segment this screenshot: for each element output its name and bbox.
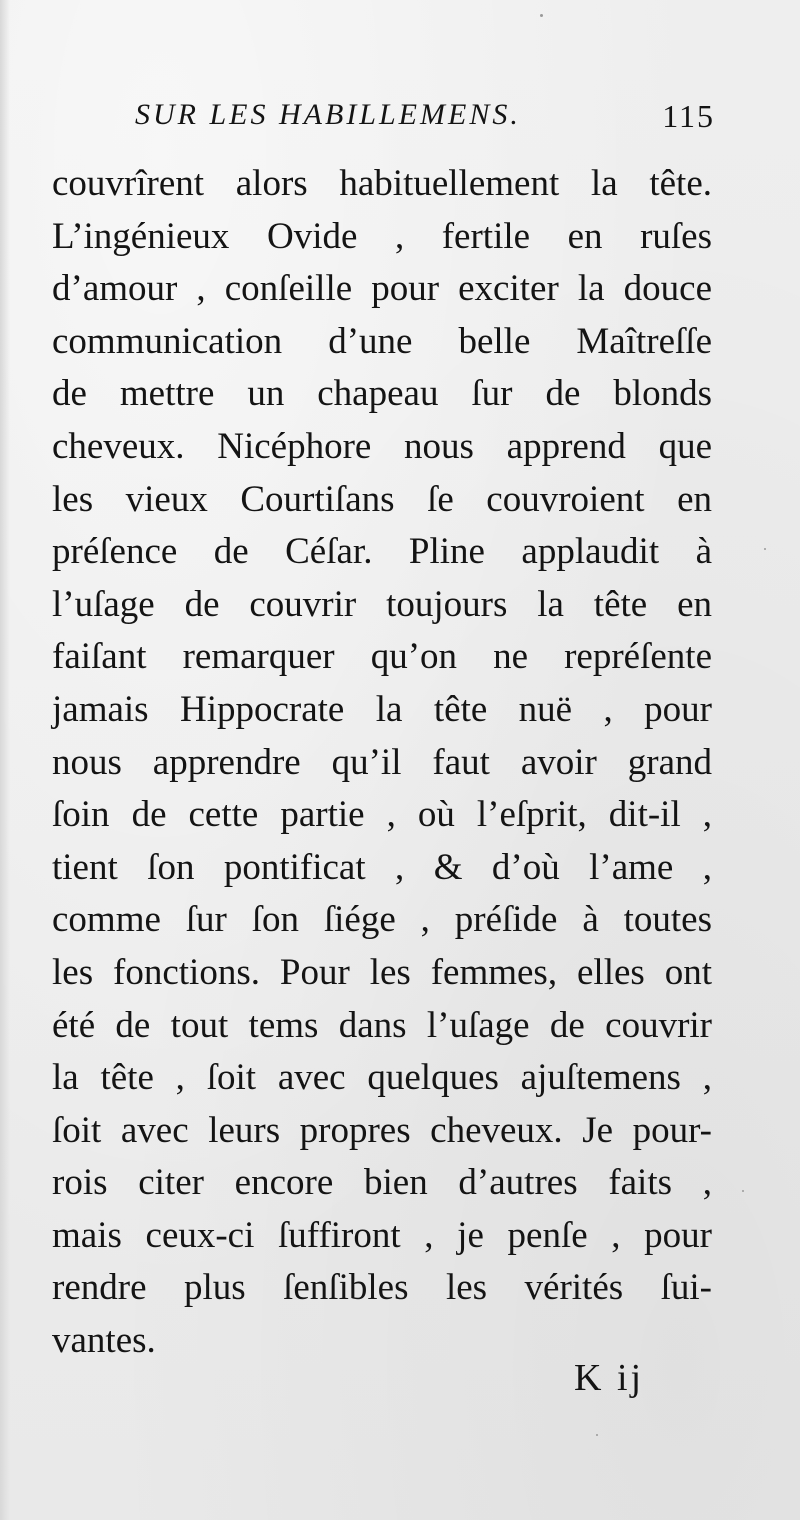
text-line: jamais Hippocrate la tête nuë , pour [52,688,712,730]
text-line: mais ceux-ci ſuffiront , je penſe , pour [52,1214,712,1256]
text-line: l’uſage de couvrir toujours la tête en [52,583,712,625]
text-line: comme ſur ſon ſiége , préſide à toutes [52,899,712,941]
page-gutter-shadow [0,0,10,1520]
paper-speck [540,14,543,17]
text-line: tient ſon pontificat , & d’où l’ame , [52,846,712,888]
running-head [135,98,715,148]
paper-speck [596,1434,598,1436]
text-line: L’ingénieux Ovide , fertile en ruſes [52,215,712,257]
text-line: communication d’une belle Maîtreſſe [52,320,712,362]
body-text [52,158,712,1368]
text-line: vantes. [52,1320,156,1362]
text-line: de mettre un chapeau ſur de blonds [52,373,712,415]
text-line: couvrîrent alors habituellement la tête. [52,163,712,204]
text-line: préſence de Céſar. Pline applaudit à [52,531,712,573]
paper-speck [764,548,766,550]
signature-mark: K ij [574,1357,645,1399]
running-title: SUR LES HABILLEMENS. [135,98,521,131]
text-line: rois citer encore bien d’autres faits , [52,1162,712,1204]
paper-speck [742,1190,744,1192]
text-line: ſoin de cette partie , où l’eſprit, dit-il , [52,794,712,836]
text-line: les fonctions. Pour les femmes, elles ont [52,951,712,993]
page-number: 115 [662,98,715,134]
text-line: les vieux Courtiſans ſe couvroient en [52,478,712,520]
text-line: d’amour , conſeille pour exciter la douce [52,268,712,310]
text-line: rendre plus ſenſibles les vérités ſui- [52,1267,712,1309]
text-line: cheveux. Nicéphore nous apprend que [52,425,712,467]
text-line: nous apprendre qu’il faut avoir grand [52,741,712,783]
text-line: la tête , ſoit avec quelques ajuſtemens , [52,1057,712,1099]
text-line: faiſant remarquer qu’on ne repréſente [52,636,712,678]
text-line: été de tout tems dans l’uſage de couvrir [52,1004,712,1046]
text-line: ſoit avec leurs propres cheveux. Je pour- [52,1109,712,1151]
